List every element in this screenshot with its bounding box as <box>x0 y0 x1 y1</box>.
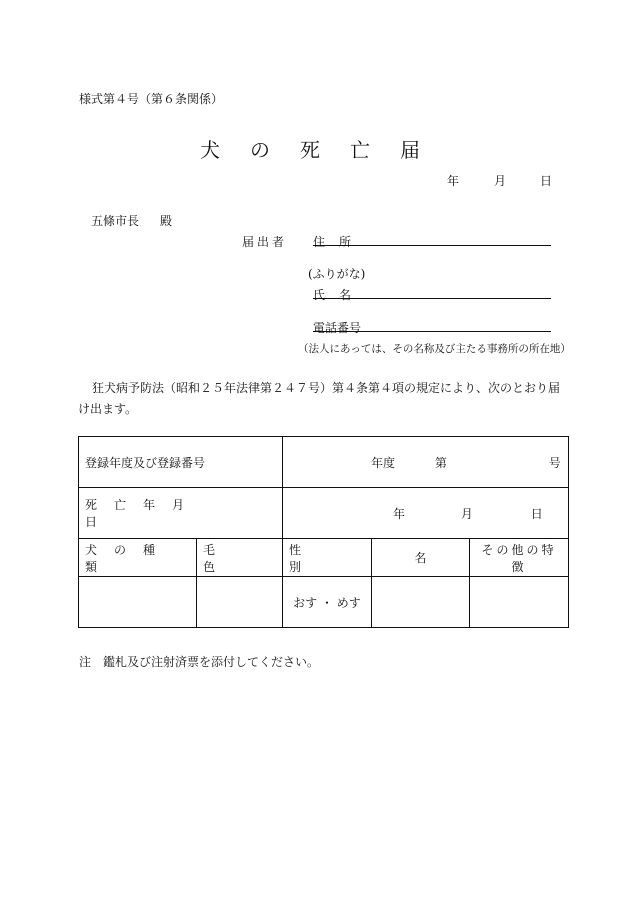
registration-no-label: 第 <box>434 455 447 470</box>
document-title: 犬の死亡届 <box>200 138 450 162</box>
registration-number-label: 号 <box>548 455 561 470</box>
death-year-label: 年 <box>393 506 406 521</box>
addressee-honorific: 殿 <box>160 214 173 228</box>
death-day-label: 日 <box>530 506 543 521</box>
breed-header: 犬の種類 <box>85 542 173 574</box>
body-text: 狂犬病予防法（昭和２５年法律第２４７号）第４条第４項の規定により、次のとおり届け出ます。 <box>78 381 561 416</box>
coat-header-cell <box>197 539 283 577</box>
death-date-label-text: 死亡年月日 <box>85 498 202 529</box>
registration-year-label: 年度 <box>371 455 396 470</box>
features-header: その他の特徴 <box>481 542 557 574</box>
features-header-cell <box>470 539 569 577</box>
phone-line <box>313 331 551 332</box>
address-label: 住所 <box>313 235 366 249</box>
death-date-label <box>85 496 205 530</box>
registration-row <box>79 437 569 488</box>
registration-table <box>78 436 569 628</box>
address-line <box>313 245 551 246</box>
corporation-note: （法人にあっては、その名称及び主たる事務所の所在地） <box>298 343 571 355</box>
breed-header-cell <box>79 539 197 577</box>
date-year-label: 年 <box>447 174 460 188</box>
death-date-value-cell <box>283 488 569 539</box>
name-value-cell[interactable] <box>372 577 470 628</box>
name-label: 氏名 <box>313 288 366 302</box>
footnote: 注 鑑札及び注射済票を添付してください。 <box>79 655 320 669</box>
furigana-label: (ふりがな) <box>308 267 366 281</box>
header-row <box>79 539 569 577</box>
addressee-name: 五條市長 <box>91 214 140 228</box>
sex-options: おす ・ めす <box>293 595 361 610</box>
name-header-cell <box>372 539 470 577</box>
sex-value-cell[interactable] <box>283 577 372 628</box>
death-month-label: 月 <box>460 506 473 521</box>
entry-row <box>79 577 569 628</box>
name-line <box>313 298 551 299</box>
registration-label-cell <box>79 437 283 488</box>
date-month-label: 月 <box>494 174 507 188</box>
notifier-label: 届出者 <box>242 235 288 249</box>
death-date-row <box>79 488 569 539</box>
breed-value-cell[interactable] <box>79 577 197 628</box>
sex-header: 性別 <box>289 542 348 574</box>
phone-label: 電話番号 <box>313 321 362 335</box>
name-header: 名 <box>414 551 427 565</box>
registration-label: 登録年度及び登録番号 <box>85 455 206 470</box>
coat-value-cell[interactable] <box>197 577 283 628</box>
coat-header: 毛色 <box>203 542 264 574</box>
features-value-cell[interactable] <box>470 577 569 628</box>
sex-header-cell <box>283 539 372 577</box>
date-day-label: 日 <box>540 174 553 188</box>
registration-value-cell <box>283 437 569 488</box>
death-date-label-cell <box>79 488 283 539</box>
form-number: 様式第４号（第６条関係） <box>79 92 224 106</box>
